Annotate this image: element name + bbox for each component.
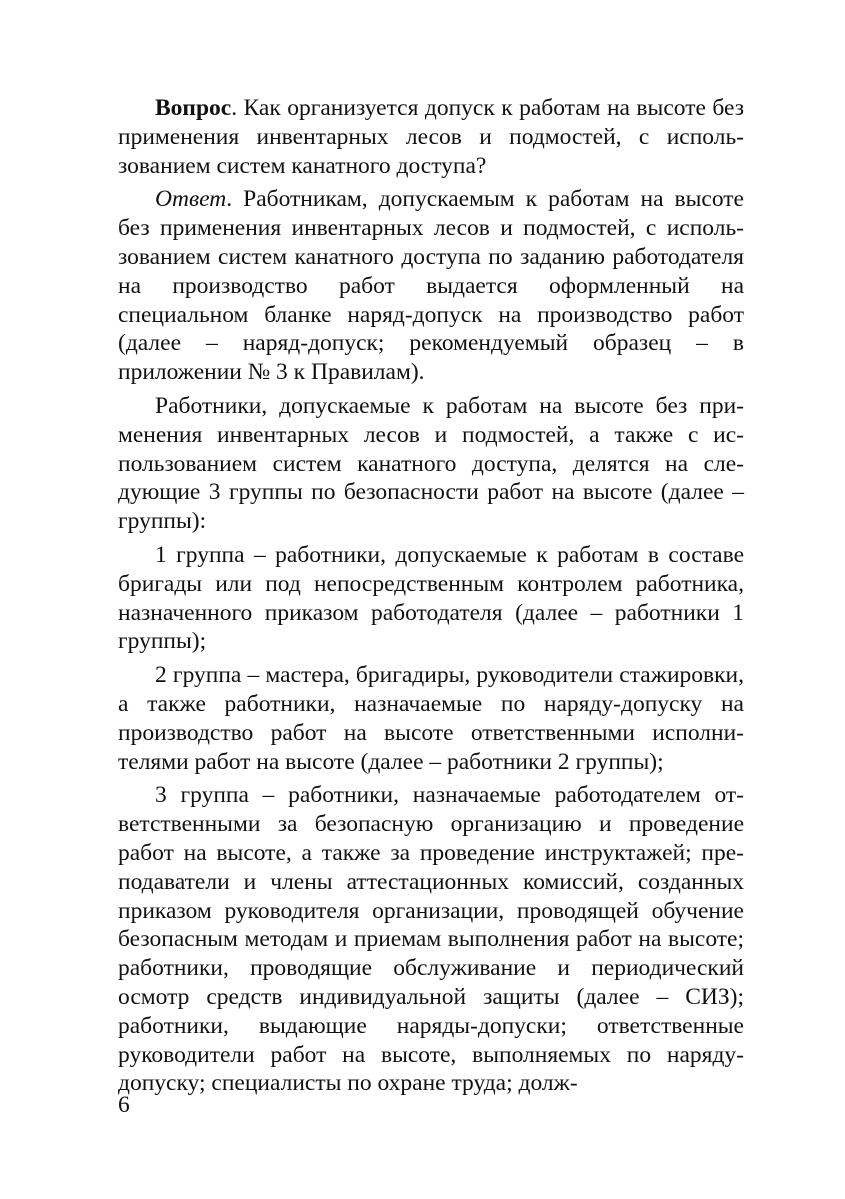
answer-paragraph (118, 185, 744, 387)
question-label: Вопрос (155, 95, 232, 121)
answer-text: . Работникам, допускаемым к работам на высоте без применения инвентарных лесов и подмостей, с использованием систем канатного доступа по заданию работодателя на производство работ выдается оформленный на специальном бланке наряд-допуск на производство работ (далее – наряд-допуск; рекомендуемый образец – в приложении № 3 к Правилам). (118, 186, 744, 386)
page-number: 6 (118, 1092, 130, 1118)
answer-label: Ответ (155, 186, 227, 213)
page-body (118, 94, 744, 1103)
question-text: . Как организуется допуск к работам на высоте без применения инвентарных лесов и подмостей, с использованием систем канатного доступа? (118, 95, 744, 179)
question-paragraph (118, 94, 744, 180)
groups-intro-paragraph: Работники, допускаемые к работам на высоте без применения инвентарных лесов и подмостей, а также с использованием систем канатного доступа, делятся на следующие 3 группы по безопасности работ на высоте (далее – группы): (118, 392, 744, 535)
group-1-paragraph: 1 группа – работники, допускаемые к работам в составе бригады или под непосредственным контролем работника, назначенного приказом работодателя (далее – работники 1 группы); (118, 541, 744, 655)
group-3-paragraph: 3 группа – работники, назначаемые работодателем ответственными за безопасную организацию и проведение работ на высоте, а также за проведение инструктажей; преподаватели и члены аттестационных комиссий, созданных приказом руководителя организации, проводящей обучение безопасным методам и приемам выполнения работ на высоте; работники, проводящие обслуживание и периодический осмотр средств индивидуальной защиты (далее – СИЗ); работники, выдающие наряды-допуски; ответственные руководители работ на высоте, выполняемых по наряду-допуску; специалисты по охране труда; долж- (118, 782, 744, 1097)
group-2-paragraph: 2 группа – мастера, бригадиры, руководители стажировки, а также работники, назначаемые по наряду-допуску на производство работ на высоте ответственными исполнителями работ на высоте (далее – работники 2 группы); (118, 662, 744, 775)
